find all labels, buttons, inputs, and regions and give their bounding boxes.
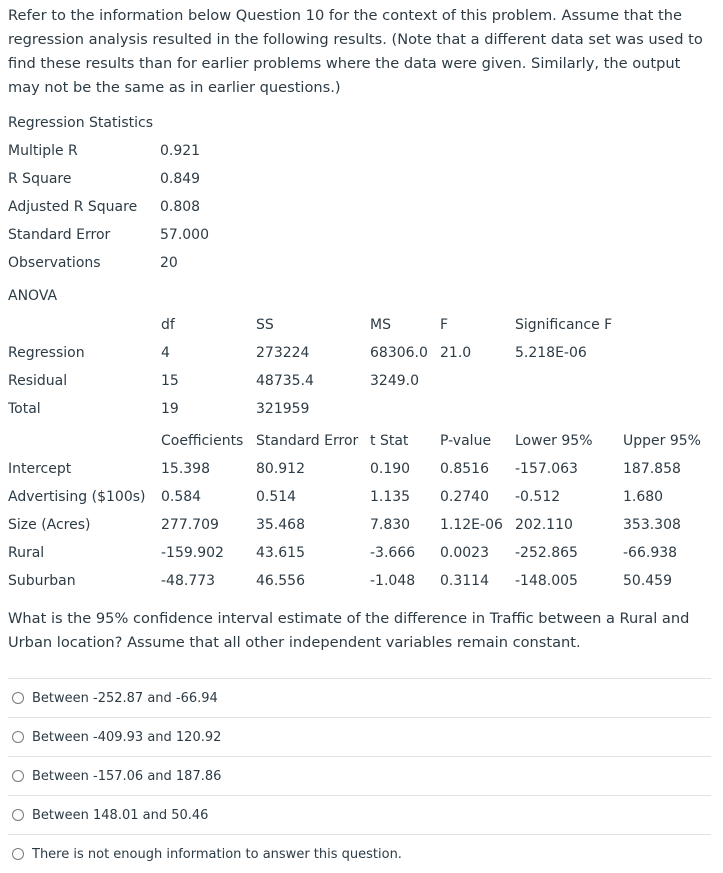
stat-value: 0.849: [160, 171, 201, 187]
anova-df: 15: [161, 373, 179, 389]
coef-header-p-value: P-value: [440, 433, 492, 449]
coef-row-label: Suburban: [8, 573, 76, 589]
answer-option[interactable]: [8, 756, 711, 795]
anova-f: 21.0: [440, 345, 472, 361]
answer-label: There is not enough information to answer this question.: [32, 846, 402, 862]
stat-label: Multiple R: [8, 143, 78, 159]
coef-row-label: Size (Acres): [8, 517, 91, 533]
coef-upper-95: 353.308: [623, 517, 681, 533]
anova-ss: 321959: [256, 401, 310, 417]
coef-header-coefficients: Coefficients: [161, 433, 244, 449]
anova-header-df: df: [161, 317, 175, 333]
answer-label: Between -409.93 and 120.92: [32, 729, 222, 745]
radio-button[interactable]: [12, 770, 24, 782]
coef-upper-95: 1.680: [623, 489, 664, 505]
stat-label: R Square: [8, 171, 72, 187]
coef-t-stat: -1.048: [370, 573, 416, 589]
answer-option[interactable]: [8, 834, 711, 873]
coef-p-value: 0.3114: [440, 573, 489, 589]
coef-header-lower-95: Lower 95%: [515, 433, 593, 449]
coef-t-stat: 1.135: [370, 489, 411, 505]
coef-standard-error: 35.468: [256, 517, 305, 533]
anova-significance: 5.218E-06: [515, 345, 587, 361]
coef-value: -48.773: [161, 573, 216, 589]
anova-header-ms: MS: [370, 317, 391, 333]
radio-button[interactable]: [12, 809, 24, 821]
coef-p-value: 0.8516: [440, 461, 489, 477]
anova-row-label: Total: [8, 401, 41, 417]
coef-p-value: 1.12E-06: [440, 517, 503, 533]
radio-button[interactable]: [12, 731, 24, 743]
anova-row-label: Residual: [8, 373, 68, 389]
anova-header-ss: SS: [256, 317, 274, 333]
anova-header-f: F: [440, 317, 449, 333]
answer-label: Between -252.87 and -66.94: [32, 690, 218, 706]
coef-value: -159.902: [161, 545, 224, 561]
anova-ms: 3249.0: [370, 373, 419, 389]
coef-value: 277.709: [161, 517, 219, 533]
radio-button[interactable]: [12, 848, 24, 860]
coef-p-value: 0.2740: [440, 489, 489, 505]
stat-label: Adjusted R Square: [8, 199, 138, 215]
answer-label: Between 148.01 and 50.46: [32, 807, 209, 823]
coef-standard-error: 46.556: [256, 573, 305, 589]
coef-header-upper-95: Upper 95%: [623, 433, 701, 449]
answer-label: Between -157.06 and 187.86: [32, 768, 222, 784]
radio-button[interactable]: [12, 692, 24, 704]
coef-row-label: Intercept: [8, 461, 72, 477]
coef-row-label: Advertising ($100s): [8, 489, 146, 505]
coef-lower-95: -0.512: [515, 489, 561, 505]
intro-text: Refer to the information below Question 10 for the context of this problem. Assume that the regression analysis resulted in the following results. (Note that a different data set was used to find these results than for earlier problems where the data were given. Similarly, the output may not be the same as in earlier questions.): [8, 7, 703, 96]
coef-value: 0.584: [161, 489, 202, 505]
coef-t-stat: -3.666: [370, 545, 416, 561]
stat-value: 0.808: [160, 199, 201, 215]
coef-standard-error: 43.615: [256, 545, 305, 561]
anova-ms: 68306.0: [370, 345, 428, 361]
coef-standard-error: 0.514: [256, 489, 297, 505]
answer-option[interactable]: [8, 678, 711, 717]
anova-df: 19: [161, 401, 179, 417]
coef-lower-95: 202.110: [515, 517, 573, 533]
coef-upper-95: 187.858: [623, 461, 681, 477]
anova-title: ANOVA: [8, 288, 58, 304]
coef-t-stat: 7.830: [370, 517, 411, 533]
anova-df: 4: [161, 345, 170, 361]
regression-statistics-title: Regression Statistics: [8, 115, 154, 131]
anova-row-label: Regression: [8, 345, 85, 361]
coef-lower-95: -148.005: [515, 573, 578, 589]
question-text: What is the 95% confidence interval estimate of the difference in Traffic between a Rural and Urban location? Assume that all other independent variables remain constant.: [8, 610, 690, 651]
stat-value: 20: [160, 255, 178, 271]
regression-statistics-table: [8, 115, 209, 277]
anova-header-significance: Significance F: [515, 317, 613, 333]
coef-p-value: 0.0023: [440, 545, 489, 561]
coef-t-stat: 0.190: [370, 461, 411, 477]
coef-standard-error: 80.912: [256, 461, 305, 477]
coef-header-standard-error: Standard Error: [256, 433, 359, 449]
stat-value: 0.921: [160, 143, 201, 159]
anova-ss: 48735.4: [256, 373, 314, 389]
coef-value: 15.398: [161, 461, 210, 477]
coef-row-label: Rural: [8, 545, 45, 561]
stat-value: 57.000: [160, 227, 209, 243]
coef-lower-95: -252.865: [515, 545, 578, 561]
answer-option[interactable]: [8, 717, 711, 756]
stat-label: Standard Error: [8, 227, 111, 243]
answer-option[interactable]: [8, 795, 711, 834]
coef-upper-95: -66.938: [623, 545, 678, 561]
stat-label: Observations: [8, 255, 101, 271]
coef-header-t-stat: t Stat: [370, 433, 409, 449]
coef-lower-95: -157.063: [515, 461, 578, 477]
answer-list: [8, 678, 711, 873]
anova-ss: 273224: [256, 345, 310, 361]
coef-upper-95: 50.459: [623, 573, 672, 589]
